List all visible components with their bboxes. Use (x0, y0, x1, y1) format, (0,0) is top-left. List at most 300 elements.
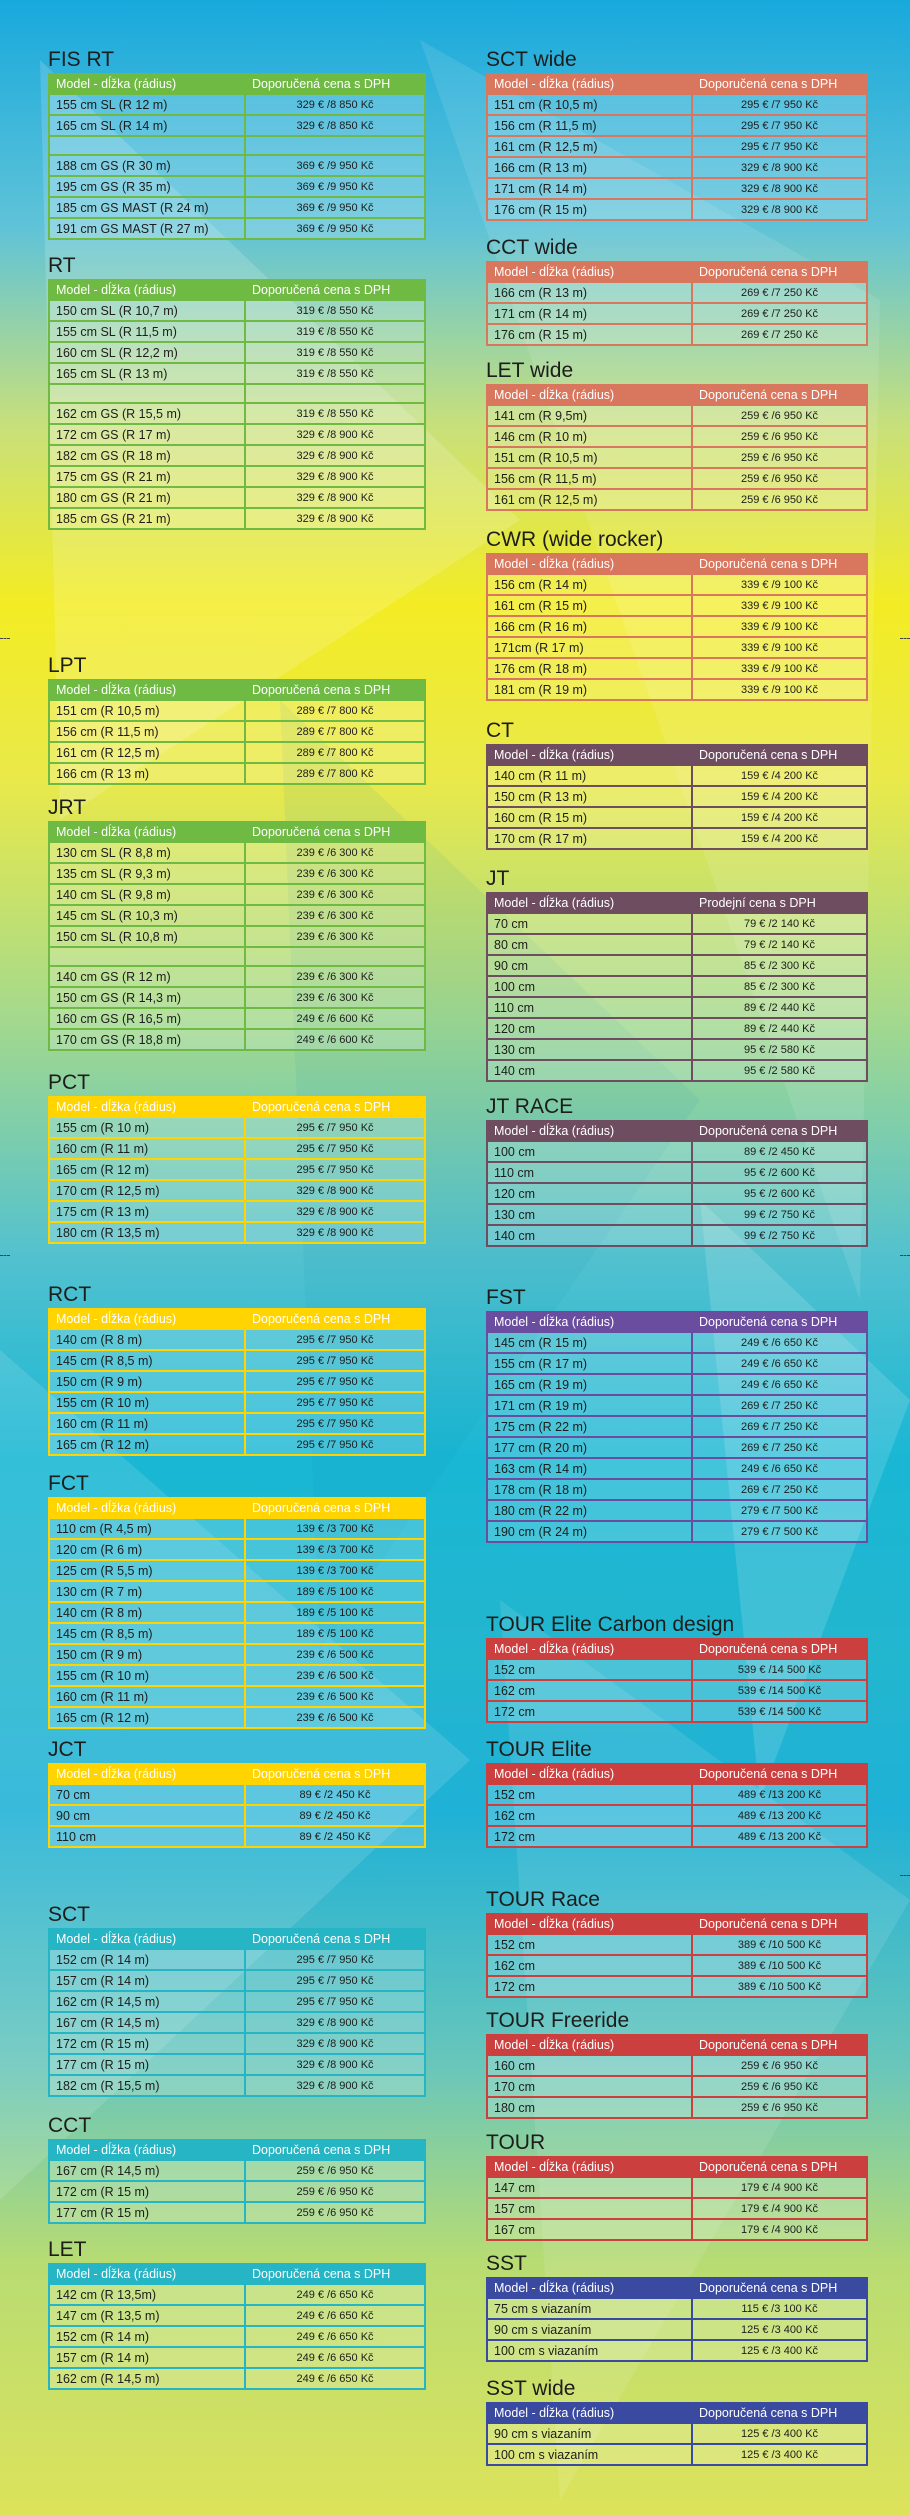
model-cell: 141 cm (R 9,5m) (487, 405, 692, 426)
table-row (49, 1686, 425, 1707)
model-column-header: Model - dĺžka (rádius) (49, 1097, 245, 1117)
table-fst (486, 1286, 868, 1543)
table-pct (48, 1071, 426, 1244)
table-cct-wide (486, 236, 868, 346)
price-cell: 125 € /3 400 Kč (692, 2444, 867, 2465)
price-cell: 95 € /2 600 Kč (692, 1183, 867, 1204)
price-cell: 249 € /6 600 Kč (245, 1029, 425, 1050)
price-cell: 295 € /7 950 Kč (245, 1434, 425, 1455)
model-column-header: Model - dĺžka (rádius) (487, 262, 692, 282)
model-column-header: Model - dĺžka (rádius) (49, 280, 245, 300)
model-cell: 165 cm SL (R 13 m) (49, 363, 245, 384)
model-cell: 145 cm SL (R 10,3 m) (49, 905, 245, 926)
price-table (48, 1763, 426, 1848)
price-cell: 249 € /6 650 Kč (245, 2284, 425, 2305)
price-table (48, 2263, 426, 2390)
model-cell: 171 cm (R 19 m) (487, 1395, 692, 1416)
model-cell: 140 cm (487, 1225, 692, 1246)
model-cell: 162 cm (R 14,5 m) (49, 1991, 245, 2012)
table-row (49, 508, 425, 529)
table-row (487, 136, 867, 157)
price-cell: 329 € /8 900 Kč (692, 199, 867, 220)
model-cell: 156 cm (R 11,5 m) (49, 721, 245, 742)
table-header-row (487, 385, 867, 405)
table-title: JT (486, 867, 510, 890)
price-cell: 329 € /8 900 Kč (245, 2033, 425, 2054)
price-cell: 95 € /2 600 Kč (692, 1162, 867, 1183)
model-cell: 180 cm (R 13,5 m) (49, 1222, 245, 1243)
spacer-row (49, 384, 425, 403)
table-row (487, 178, 867, 199)
model-cell: 120 cm (487, 1183, 692, 1204)
table-row (487, 2319, 867, 2340)
table-row (49, 218, 425, 239)
model-cell: 146 cm (R 10 m) (487, 426, 692, 447)
table-row (487, 1659, 867, 1680)
table-row (49, 966, 425, 987)
price-cell: 89 € /2 450 Kč (692, 1141, 867, 1162)
model-cell: 152 cm (487, 1784, 692, 1805)
model-cell: 190 cm (R 24 m) (487, 1521, 692, 1542)
price-cell: 269 € /7 250 Kč (692, 324, 867, 345)
fold-mark (0, 638, 10, 639)
price-table (48, 679, 426, 785)
table-header-row (487, 2403, 867, 2423)
model-cell: 177 cm (R 20 m) (487, 1437, 692, 1458)
price-cell: 329 € /8 900 Kč (245, 1180, 425, 1201)
table-row (487, 303, 867, 324)
model-cell: 152 cm (487, 1659, 692, 1680)
model-column-header: Model - dĺžka (rádius) (49, 2264, 245, 2284)
price-cell: 89 € /2 450 Kč (245, 1805, 425, 1826)
table-header-row (487, 893, 867, 913)
table-title: TOUR Freeride (486, 2009, 630, 2032)
table-row (49, 1413, 425, 1434)
model-cell: 140 cm (487, 1060, 692, 1081)
spacer-row (49, 947, 425, 966)
model-cell: 162 cm (487, 1680, 692, 1701)
table-tour (486, 2131, 868, 2241)
price-cell: 189 € /5 100 Kč (245, 1581, 425, 1602)
model-cell: 140 cm (R 8 m) (49, 1602, 245, 1623)
price-cell: 249 € /6 650 Kč (245, 2347, 425, 2368)
table-row (487, 2076, 867, 2097)
price-column-header: Doporučená cena s DPH (245, 74, 425, 94)
model-cell: 165 cm SL (R 14 m) (49, 115, 245, 136)
price-cell: 389 € /10 500 Kč (692, 1934, 867, 1955)
price-cell: 259 € /6 950 Kč (692, 2076, 867, 2097)
table-header-row (49, 822, 425, 842)
table-row (487, 1521, 867, 1542)
table-row (487, 1141, 867, 1162)
table-row (487, 913, 867, 934)
price-column-header: Doporučená cena s DPH (692, 1312, 867, 1332)
price-cell: 329 € /8 900 Kč (692, 157, 867, 178)
table-title: TOUR Race (486, 1888, 600, 1911)
table-header-row (49, 1498, 425, 1518)
model-cell: 177 cm (R 15 m) (49, 2202, 245, 2223)
table-row (487, 2444, 867, 2465)
model-cell: 70 cm (49, 1784, 245, 1805)
table-tour-freeride (486, 2009, 868, 2119)
table-row (487, 1955, 867, 1976)
price-table (48, 1928, 426, 2097)
model-cell: 172 cm (R 15 m) (49, 2181, 245, 2202)
table-row (49, 700, 425, 721)
table-row (487, 955, 867, 976)
model-cell: 152 cm (487, 1934, 692, 1955)
model-cell: 140 cm SL (R 9,8 m) (49, 884, 245, 905)
model-cell: 150 cm (R 13 m) (487, 786, 692, 807)
price-table (486, 1120, 868, 1247)
price-cell: 259 € /6 950 Kč (245, 2202, 425, 2223)
price-column-header: Doporučená cena s DPH (692, 385, 867, 405)
table-row (487, 94, 867, 115)
model-column-header: Model - dĺžka (rádius) (487, 2403, 692, 2423)
price-cell: 159 € /4 200 Kč (692, 828, 867, 849)
price-table (48, 1308, 426, 1456)
table-row (49, 1222, 425, 1243)
model-cell: 90 cm s viazaním (487, 2319, 692, 2340)
table-row (49, 1949, 425, 1970)
table-header-row (487, 2035, 867, 2055)
price-cell: 239 € /6 500 Kč (245, 1644, 425, 1665)
model-cell: 176 cm (R 18 m) (487, 658, 692, 679)
model-cell: 130 cm SL (R 8,8 m) (49, 842, 245, 863)
model-cell: 155 cm (R 10 m) (49, 1117, 245, 1138)
price-cell: 259 € /6 950 Kč (692, 447, 867, 468)
model-cell: 155 cm SL (R 11,5 m) (49, 321, 245, 342)
table-title: CCT wide (486, 236, 578, 259)
price-cell: 269 € /7 250 Kč (692, 282, 867, 303)
table-row (49, 842, 425, 863)
model-cell: 160 cm (487, 2055, 692, 2076)
price-cell: 339 € /9 100 Kč (692, 616, 867, 637)
model-cell: 177 cm (R 15 m) (49, 2054, 245, 2075)
price-cell: 79 € /2 140 Kč (692, 934, 867, 955)
model-column-header: Model - dĺžka (rádius) (487, 2035, 692, 2055)
price-table (486, 1638, 868, 1723)
table-row (49, 466, 425, 487)
table-row (487, 2423, 867, 2444)
price-cell: 329 € /8 900 Kč (245, 2054, 425, 2075)
model-cell: 147 cm (487, 2177, 692, 2198)
table-row (49, 2368, 425, 2389)
table-row (49, 2054, 425, 2075)
price-column-header: Doporučená cena s DPH (692, 74, 867, 94)
model-cell: 100 cm (487, 1141, 692, 1162)
price-column-header: Doporučená cena s DPH (692, 554, 867, 574)
table-row (487, 2298, 867, 2319)
table-rct (48, 1283, 426, 1456)
table-row (49, 321, 425, 342)
model-cell: 130 cm (R 7 m) (49, 1581, 245, 1602)
table-row (487, 2177, 867, 2198)
price-table (486, 73, 868, 221)
table-row (49, 863, 425, 884)
model-cell: 160 cm (R 11 m) (49, 1413, 245, 1434)
table-row (49, 742, 425, 763)
table-row (487, 199, 867, 220)
model-cell: 90 cm (49, 1805, 245, 1826)
price-column-header: Doporučená cena s DPH (245, 822, 425, 842)
model-cell: 120 cm (487, 1018, 692, 1039)
table-row (49, 487, 425, 508)
model-cell: 75 cm s viazaním (487, 2298, 692, 2319)
price-cell: 295 € /7 950 Kč (245, 1350, 425, 1371)
model-cell: 145 cm (R 15 m) (487, 1332, 692, 1353)
model-column-header: Model - dĺžka (rádius) (487, 1914, 692, 1934)
price-cell: 259 € /6 950 Kč (692, 405, 867, 426)
price-cell: 125 € /3 400 Kč (692, 2423, 867, 2444)
price-cell: 295 € /7 950 Kč (245, 1329, 425, 1350)
model-cell: 160 cm (R 15 m) (487, 807, 692, 828)
price-cell: 79 € /2 140 Kč (692, 913, 867, 934)
model-cell: 191 cm GS MAST (R 27 m) (49, 218, 245, 239)
table-row (49, 1518, 425, 1539)
table-title: JT RACE (486, 1095, 574, 1118)
price-cell: 329 € /8 900 Kč (245, 2075, 425, 2096)
model-cell: 171 cm (R 14 m) (487, 178, 692, 199)
price-cell: 369 € /9 950 Kč (245, 218, 425, 239)
price-column-header: Doporučená cena s DPH (245, 680, 425, 700)
price-column-header: Doporučená cena s DPH (692, 262, 867, 282)
price-cell: 259 € /6 950 Kč (692, 2097, 867, 2118)
price-cell: 125 € /3 400 Kč (692, 2319, 867, 2340)
price-cell: 389 € /10 500 Kč (692, 1976, 867, 1997)
price-table (48, 73, 426, 240)
price-cell: 125 € /3 400 Kč (692, 2340, 867, 2361)
model-cell: 167 cm (R 14,5 m) (49, 2012, 245, 2033)
table-tour-race (486, 1888, 868, 1998)
price-cell: 269 € /7 250 Kč (692, 1416, 867, 1437)
table-row (487, 324, 867, 345)
model-cell: 152 cm (R 14 m) (49, 1949, 245, 1970)
price-cell: 259 € /6 950 Kč (692, 489, 867, 510)
price-column-header: Doporučená cena s DPH (692, 1121, 867, 1141)
price-cell: 269 € /7 250 Kč (692, 1437, 867, 1458)
table-sct (48, 1903, 426, 2097)
price-cell: 295 € /7 950 Kč (245, 1371, 425, 1392)
table-header-row (49, 2264, 425, 2284)
table-row (49, 1707, 425, 1728)
table-row (49, 1138, 425, 1159)
model-cell: 167 cm (R 14,5 m) (49, 2160, 245, 2181)
model-cell: 160 cm (R 11 m) (49, 1686, 245, 1707)
model-cell: 70 cm (487, 913, 692, 934)
price-cell: 295 € /7 950 Kč (245, 1949, 425, 1970)
table-row (487, 2198, 867, 2219)
model-cell: 161 cm (R 12,5 m) (487, 136, 692, 157)
price-column-header: Doporučená cena s DPH (245, 1498, 425, 1518)
table-title: TOUR (486, 2131, 546, 2154)
price-cell: 369 € /9 950 Kč (245, 155, 425, 176)
model-cell: 150 cm (R 9 m) (49, 1644, 245, 1665)
table-row (487, 637, 867, 658)
price-cell: 389 € /10 500 Kč (692, 1955, 867, 1976)
table-row (49, 1581, 425, 1602)
price-cell: 295 € /7 950 Kč (245, 1138, 425, 1159)
model-column-header: Model - dĺžka (rádius) (487, 385, 692, 405)
price-cell: 329 € /8 900 Kč (245, 508, 425, 529)
table-row (487, 679, 867, 700)
price-table (486, 1913, 868, 1998)
table-row (487, 786, 867, 807)
model-cell: 150 cm SL (R 10,7 m) (49, 300, 245, 321)
model-column-header: Model - dĺžka (rádius) (487, 1764, 692, 1784)
price-cell: 369 € /9 950 Kč (245, 197, 425, 218)
price-cell: 239 € /6 300 Kč (245, 987, 425, 1008)
table-row (487, 1500, 867, 1521)
table-row (49, 1029, 425, 1050)
price-cell: 539 € /14 500 Kč (692, 1701, 867, 1722)
model-cell: 180 cm GS (R 21 m) (49, 487, 245, 508)
table-row (49, 2075, 425, 2096)
price-cell: 259 € /6 950 Kč (692, 468, 867, 489)
price-cell: 279 € /7 500 Kč (692, 1521, 867, 1542)
model-cell: 110 cm (487, 997, 692, 1018)
price-cell: 239 € /6 500 Kč (245, 1665, 425, 1686)
table-row (49, 363, 425, 384)
model-cell: 156 cm (R 11,5 m) (487, 115, 692, 136)
price-cell: 295 € /7 950 Kč (692, 94, 867, 115)
price-cell: 269 € /7 250 Kč (692, 303, 867, 324)
table-row (487, 765, 867, 786)
price-cell: 249 € /6 650 Kč (692, 1374, 867, 1395)
model-cell: 150 cm SL (R 10,8 m) (49, 926, 245, 947)
model-cell: 165 cm (R 12 m) (49, 1159, 245, 1180)
price-column-header: Doporučená cena s DPH (692, 2035, 867, 2055)
price-cell: 259 € /6 950 Kč (692, 2055, 867, 2076)
model-cell: 130 cm (487, 1039, 692, 1060)
price-table (486, 2156, 868, 2241)
model-cell: 110 cm (R 4,5 m) (49, 1518, 245, 1539)
model-cell: 145 cm (R 8,5 m) (49, 1350, 245, 1371)
model-cell: 160 cm SL (R 12,2 m) (49, 342, 245, 363)
price-cell: 239 € /6 300 Kč (245, 842, 425, 863)
price-cell: 329 € /8 900 Kč (245, 466, 425, 487)
price-cell: 295 € /7 950 Kč (692, 115, 867, 136)
price-cell: 319 € /8 550 Kč (245, 300, 425, 321)
table-title: FCT (48, 1472, 89, 1495)
model-cell: 156 cm (R 14 m) (487, 574, 692, 595)
table-header-row (49, 1097, 425, 1117)
price-cell: 189 € /5 100 Kč (245, 1602, 425, 1623)
table-row (49, 905, 425, 926)
price-cell: 329 € /8 900 Kč (245, 2012, 425, 2033)
model-column-header: Model - dĺžka (rádius) (49, 1764, 245, 1784)
table-title: SST (486, 2252, 527, 2275)
table-row (49, 1350, 425, 1371)
price-table (486, 384, 868, 511)
table-jt (486, 867, 868, 1082)
model-column-header: Model - dĺžka (rádius) (49, 680, 245, 700)
table-row (49, 763, 425, 784)
model-cell: 165 cm (R 12 m) (49, 1707, 245, 1728)
table-row (487, 157, 867, 178)
model-cell: 151 cm (R 10,5 m) (487, 94, 692, 115)
model-column-header: Model - dĺžka (rádius) (487, 745, 692, 765)
price-cell: 189 € /5 100 Kč (245, 1623, 425, 1644)
price-column-header: Doporučená cena s DPH (692, 2403, 867, 2423)
table-header-row (487, 745, 867, 765)
model-cell: 175 cm (R 13 m) (49, 1201, 245, 1222)
model-cell: 161 cm (R 15 m) (487, 595, 692, 616)
table-cwr (486, 528, 868, 701)
price-cell: 249 € /6 650 Kč (692, 1353, 867, 1374)
model-cell: 140 cm (R 8 m) (49, 1329, 245, 1350)
price-cell: 85 € /2 300 Kč (692, 976, 867, 997)
model-cell: 155 cm (R 10 m) (49, 1392, 245, 1413)
table-row (49, 1805, 425, 1826)
model-cell: 142 cm (R 13,5m) (49, 2284, 245, 2305)
price-cell: 85 € /2 300 Kč (692, 955, 867, 976)
model-cell: 151 cm (R 10,5 m) (487, 447, 692, 468)
price-cell: 139 € /3 700 Kč (245, 1518, 425, 1539)
model-cell: 100 cm (487, 976, 692, 997)
model-cell: 171cm (R 17 m) (487, 637, 692, 658)
model-cell: 167 cm (487, 2219, 692, 2240)
model-column-header: Model - dĺžka (rádius) (487, 2157, 692, 2177)
price-column-header: Doporučená cena s DPH (245, 1309, 425, 1329)
model-cell: 110 cm (487, 1162, 692, 1183)
price-cell: 339 € /9 100 Kč (692, 679, 867, 700)
price-cell: 295 € /7 950 Kč (245, 1970, 425, 1991)
model-cell: 172 cm (487, 1826, 692, 1847)
price-table (486, 1311, 868, 1543)
model-cell: 182 cm GS (R 18 m) (49, 445, 245, 466)
table-row (487, 1332, 867, 1353)
model-cell: 90 cm (487, 955, 692, 976)
model-cell: 165 cm (R 19 m) (487, 1374, 692, 1395)
model-cell: 162 cm (487, 1955, 692, 1976)
table-row (49, 1623, 425, 1644)
model-cell: 171 cm (R 14 m) (487, 303, 692, 324)
price-cell: 539 € /14 500 Kč (692, 1680, 867, 1701)
table-title: RCT (48, 1283, 92, 1306)
price-cell: 489 € /13 200 Kč (692, 1784, 867, 1805)
table-row (487, 1826, 867, 1847)
price-table (48, 279, 426, 530)
model-cell: 161 cm (R 12,5 m) (49, 742, 245, 763)
table-row (49, 155, 425, 176)
table-jrt (48, 796, 426, 1051)
table-row (487, 1162, 867, 1183)
model-cell: 157 cm (R 14 m) (49, 1970, 245, 1991)
model-column-header: Model - dĺžka (rádius) (487, 2278, 692, 2298)
price-cell: 539 € /14 500 Kč (692, 1659, 867, 1680)
model-cell: 140 cm GS (R 12 m) (49, 966, 245, 987)
table-header-row (487, 1639, 867, 1659)
table-row (49, 2305, 425, 2326)
model-cell: 172 cm (R 15 m) (49, 2033, 245, 2054)
table-header-row (49, 1764, 425, 1784)
table-header-row (49, 74, 425, 94)
table-row (487, 976, 867, 997)
price-cell: 289 € /7 800 Kč (245, 700, 425, 721)
table-row (487, 2340, 867, 2361)
table-row (487, 807, 867, 828)
price-cell: 249 € /6 650 Kč (245, 2305, 425, 2326)
model-cell: 80 cm (487, 934, 692, 955)
model-cell: 178 cm (R 18 m) (487, 1479, 692, 1500)
table-cct (48, 2114, 426, 2224)
table-row (487, 1416, 867, 1437)
table-row (487, 1204, 867, 1225)
model-cell: 140 cm (R 11 m) (487, 765, 692, 786)
table-row (487, 1039, 867, 1060)
price-cell: 89 € /2 440 Kč (692, 997, 867, 1018)
